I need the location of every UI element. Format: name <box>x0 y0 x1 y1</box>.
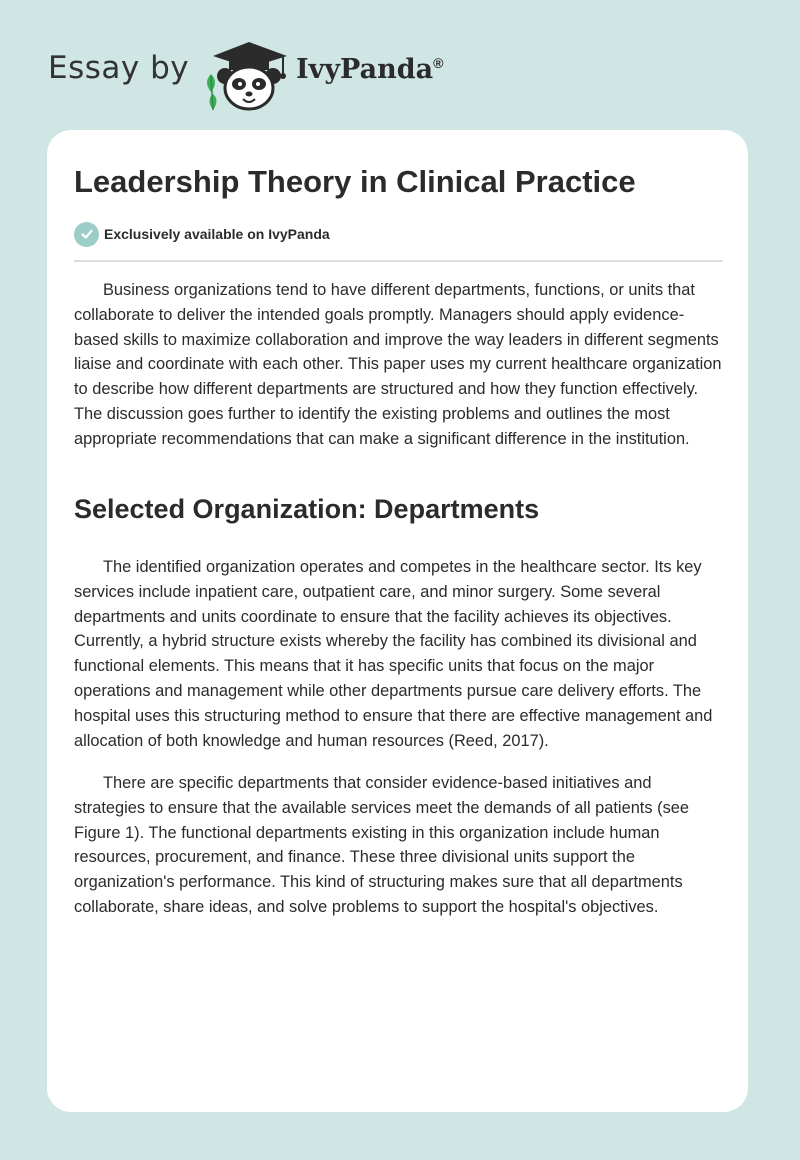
brand-name[interactable] <box>296 54 443 85</box>
site-header <box>48 30 748 110</box>
section-paragraph-1: The identified organization operates and competes in the healthcare sector. Its key services include inpatient care, outpatient care, and minor surgery. Some several departments and units coordinate to ensure that the facility achieves its objectives. Currently, a hybrid structure exists whereby the facility has combined its divisional and functional elements. This means that it has specific units that focus on the major operations and management while other departments pursue care delivery efforts. The hospital uses this structuring method to ensure that there are effective management and allocation of both knowledge and human resources (Reed, 2017). <box>74 558 713 750</box>
panda-graduate-logo-icon[interactable] <box>203 34 291 112</box>
intro-paragraph: Business organizations tend to have different departments, functions, or units that collaborate to deliver the intended goals promptly. Managers should apply evidence-based skills to maximize collaboration and improve the way leaders in different segments liaise and coordinate with each other. This paper uses my current healthcare organization to describe how different departments are structured and how they function effectively. The discussion goes further to identify the existing problems and outlines the most appropriate recommendations that can make a significant difference in the institution. <box>74 281 722 448</box>
section-heading: Selected Organization: Departments <box>74 494 540 524</box>
registered-mark: ® <box>433 55 444 71</box>
divider <box>74 260 723 262</box>
essay-by-label: Essay by <box>48 50 190 86</box>
exclusive-badge-text: Exclusively available on IvyPanda <box>104 226 330 242</box>
check-circle-icon <box>74 222 99 247</box>
brand-text: IvyPanda <box>296 54 434 85</box>
exclusive-badge <box>74 221 330 247</box>
section-paragraph-2: There are specific departments that consider evidence-based initiatives and strategies to ensure that the available services meet the demands of all patients (see Figure 1). The functional departments existing in this organization include human resources, procurement, and finance. These three divisional units support the organization's performance. This kind of structuring makes sure that all departments collaborate, share ideas, and solve problems to support the hospital's objectives. <box>74 774 689 916</box>
essay-card <box>47 130 748 1112</box>
page-title: Leadership Theory in Clinical Practice <box>74 164 636 199</box>
